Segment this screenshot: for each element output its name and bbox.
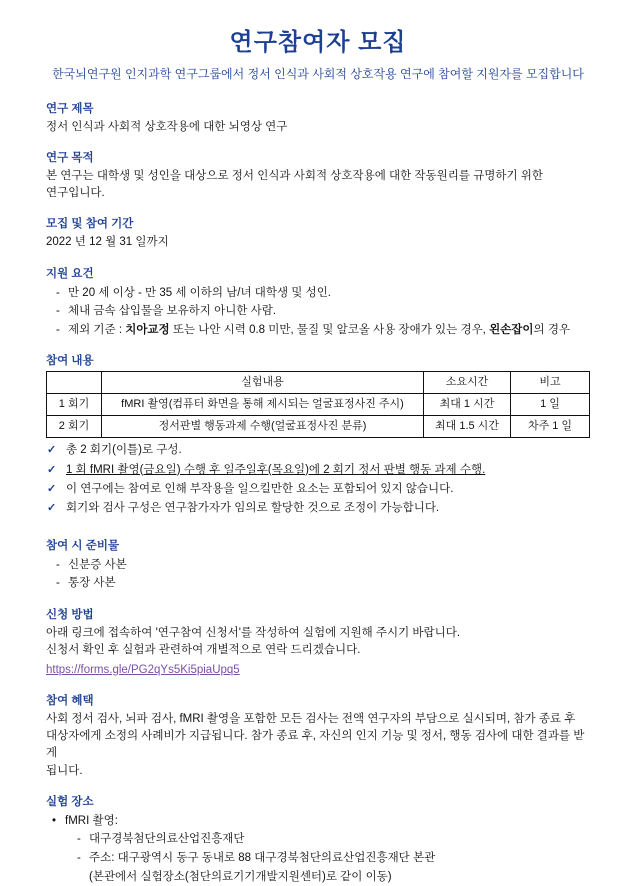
section-heading-place: 실험 장소 — [46, 795, 94, 808]
benefits-line-3: 됩니다. — [46, 764, 83, 777]
check-icon: ✓ — [47, 482, 57, 495]
exclusion-prefix: 제외 기준 : — [68, 323, 126, 336]
cell-duration: 최대 1.5 시간 — [424, 416, 511, 438]
contents-notes-list — [46, 441, 590, 517]
cell-content: fMRI 촬영(컴퓨터 화면을 통해 제시되는 얼굴표정사진 주시) — [102, 394, 424, 416]
note-text: 회기와 검사 구성은 연구참가자가 임의로 할당한 것으로 조정이 가능합니다. — [66, 501, 440, 514]
section-benefits — [46, 692, 590, 780]
cell-note: 차주 1 일 — [511, 416, 590, 438]
section-body-purpose — [46, 168, 590, 203]
list-item — [46, 461, 590, 480]
section-body-project-title: 정서 인식과 사회적 상호작용에 대한 뇌영상 연구 — [46, 120, 288, 133]
place-sublist — [65, 830, 590, 867]
section-body-apply — [46, 625, 590, 679]
cell-note: 1 일 — [511, 394, 590, 416]
section-body-benefits — [46, 711, 590, 780]
page-subtitle — [0, 65, 636, 84]
apply-line-2: 신청서 확인 후 실험과 관련하여 개별적으로 연락 드리겠습니다. — [46, 644, 361, 657]
purpose-line-2: 연구입니다. — [46, 187, 105, 200]
exclusion-bold-2: 왼손잡이 — [489, 323, 534, 336]
check-icon: ✓ — [47, 463, 57, 476]
table-header-row — [47, 372, 590, 394]
table-col-note: 비고 — [511, 372, 590, 394]
place-list — [46, 812, 590, 886]
list-item: - 체내 금속 삽입물을 보유하지 아니한 사람. — [56, 302, 590, 321]
list-item — [52, 812, 590, 886]
cell-content: 정서판별 행동과제 수행(얼굴표정사진 분류) — [102, 416, 424, 438]
note-text: 총 2 회기(이틀)로 구성. — [66, 444, 182, 457]
requirements-list — [46, 284, 590, 340]
list-item — [46, 499, 590, 518]
check-icon: ✓ — [47, 444, 57, 457]
note-text: 1 회 fMRI 촬영(금요일) 수행 후 일주일후(목요일)에 2 회기 정서 판별 행동 과제 수행. — [66, 463, 486, 476]
table-row — [47, 394, 590, 416]
section-apply — [46, 606, 590, 679]
table-col-duration: 소요시간 — [424, 372, 511, 394]
apply-line-1: 아래 링크에 접속하여 '연구참여 신청서'를 작성하여 실험에 지원해 주시기 바랍니다. — [46, 627, 461, 640]
table-col-content: 실험내용 — [102, 372, 424, 394]
section-prepare — [46, 537, 590, 593]
cell-duration: 최대 1 시간 — [424, 394, 511, 416]
place-bullet-label: fMRI 촬영: — [65, 814, 118, 827]
section-heading-project-title: 연구 제목 — [46, 102, 94, 115]
section-heading-requirements: 지원 요건 — [46, 267, 94, 280]
application-form-link[interactable]: https://forms.gle/PG2qYs5Ki5piaUpq5 — [46, 663, 240, 676]
list-item — [46, 480, 590, 499]
list-item — [46, 441, 590, 460]
section-heading-period: 모집 및 참여 기간 — [46, 218, 134, 231]
section-period — [46, 215, 590, 251]
spacer — [46, 524, 590, 537]
list-item-exclusion — [56, 321, 590, 340]
list-item: - 대구경북첨단의료산업진흥재단 — [77, 830, 590, 849]
exclusion-suffix: 의 경우 — [533, 323, 571, 336]
purpose-line-1: 본 연구는 대학생 및 성인을 대상으로 정서 인식과 사회적 상호작용에 대한 작동원리를 규명하기 위한 — [46, 169, 544, 182]
page-title: 연구참여자 모집 — [229, 29, 407, 56]
section-heading-prepare: 참여 시 준비물 — [46, 539, 120, 552]
benefits-line-2: 대상자에게 소정의 사례비가 지급됩니다. 참가 종료 후, 자신의 인지 기능 및 정서, 행동 검사에 대한 결과를 받게 — [46, 730, 585, 760]
poster-page — [0, 22, 636, 883]
list-item: - 만 20 세 이상 - 만 35 세 이하의 남/녀 대학생 및 성인. — [56, 284, 590, 303]
place-sub-note: (본관에서 실험장소(첨단의료기기개발지원센터)로 같이 이동) — [89, 870, 392, 883]
subtitle-line-1: 한국뇌연구원 인지과학 연구그룹에서 — [52, 67, 245, 81]
list-item: - 주소: 대구광역시 동구 동내로 88 대구경북첨단의료산업진흥재단 본관 — [77, 849, 590, 868]
section-heading-contents: 참여 내용 — [46, 355, 94, 368]
section-heading-apply: 신청 방법 — [46, 609, 94, 622]
subtitle-line-2: 정서 인식과 사회적 상호작용 연구에 참여할 지원자를 모집합니다 — [247, 67, 584, 81]
section-purpose — [46, 149, 590, 203]
section-heading-purpose: 연구 목적 — [46, 151, 94, 164]
section-project-title — [46, 100, 590, 136]
section-contents — [46, 352, 590, 517]
list-item: - 신분증 사본 — [56, 556, 590, 575]
exclusion-bold-1: 치아교정 — [125, 323, 170, 336]
table-row — [47, 416, 590, 438]
benefits-line-1: 사회 정서 검사, 뇌파 검사, fMRI 촬영을 포함한 모든 검사는 전액 연구자의 부담으로 실시되며, 참가 종료 후 — [46, 712, 576, 725]
note-text: 이 연구에는 참여로 인해 부작용을 일으킬만한 요소는 포함되어 있지 않습니다. — [66, 482, 454, 495]
section-place — [46, 793, 590, 886]
cell-session: 1 회기 — [47, 394, 102, 416]
prepare-list — [46, 556, 590, 593]
poster-body — [0, 100, 636, 886]
list-item: - 통장 사본 — [56, 574, 590, 593]
section-heading-benefits: 참여 혜택 — [46, 694, 94, 707]
cell-session: 2 회기 — [47, 416, 102, 438]
section-requirements — [46, 265, 590, 340]
table-col-session — [47, 372, 102, 394]
section-body-period: 2022 년 12 월 31 일까지 — [46, 236, 169, 249]
check-icon: ✓ — [47, 501, 57, 514]
participation-table — [46, 371, 590, 438]
exclusion-mid: 또는 나안 시력 0.8 미만, 물질 및 알코올 사용 장애가 있는 경우, — [169, 323, 490, 336]
